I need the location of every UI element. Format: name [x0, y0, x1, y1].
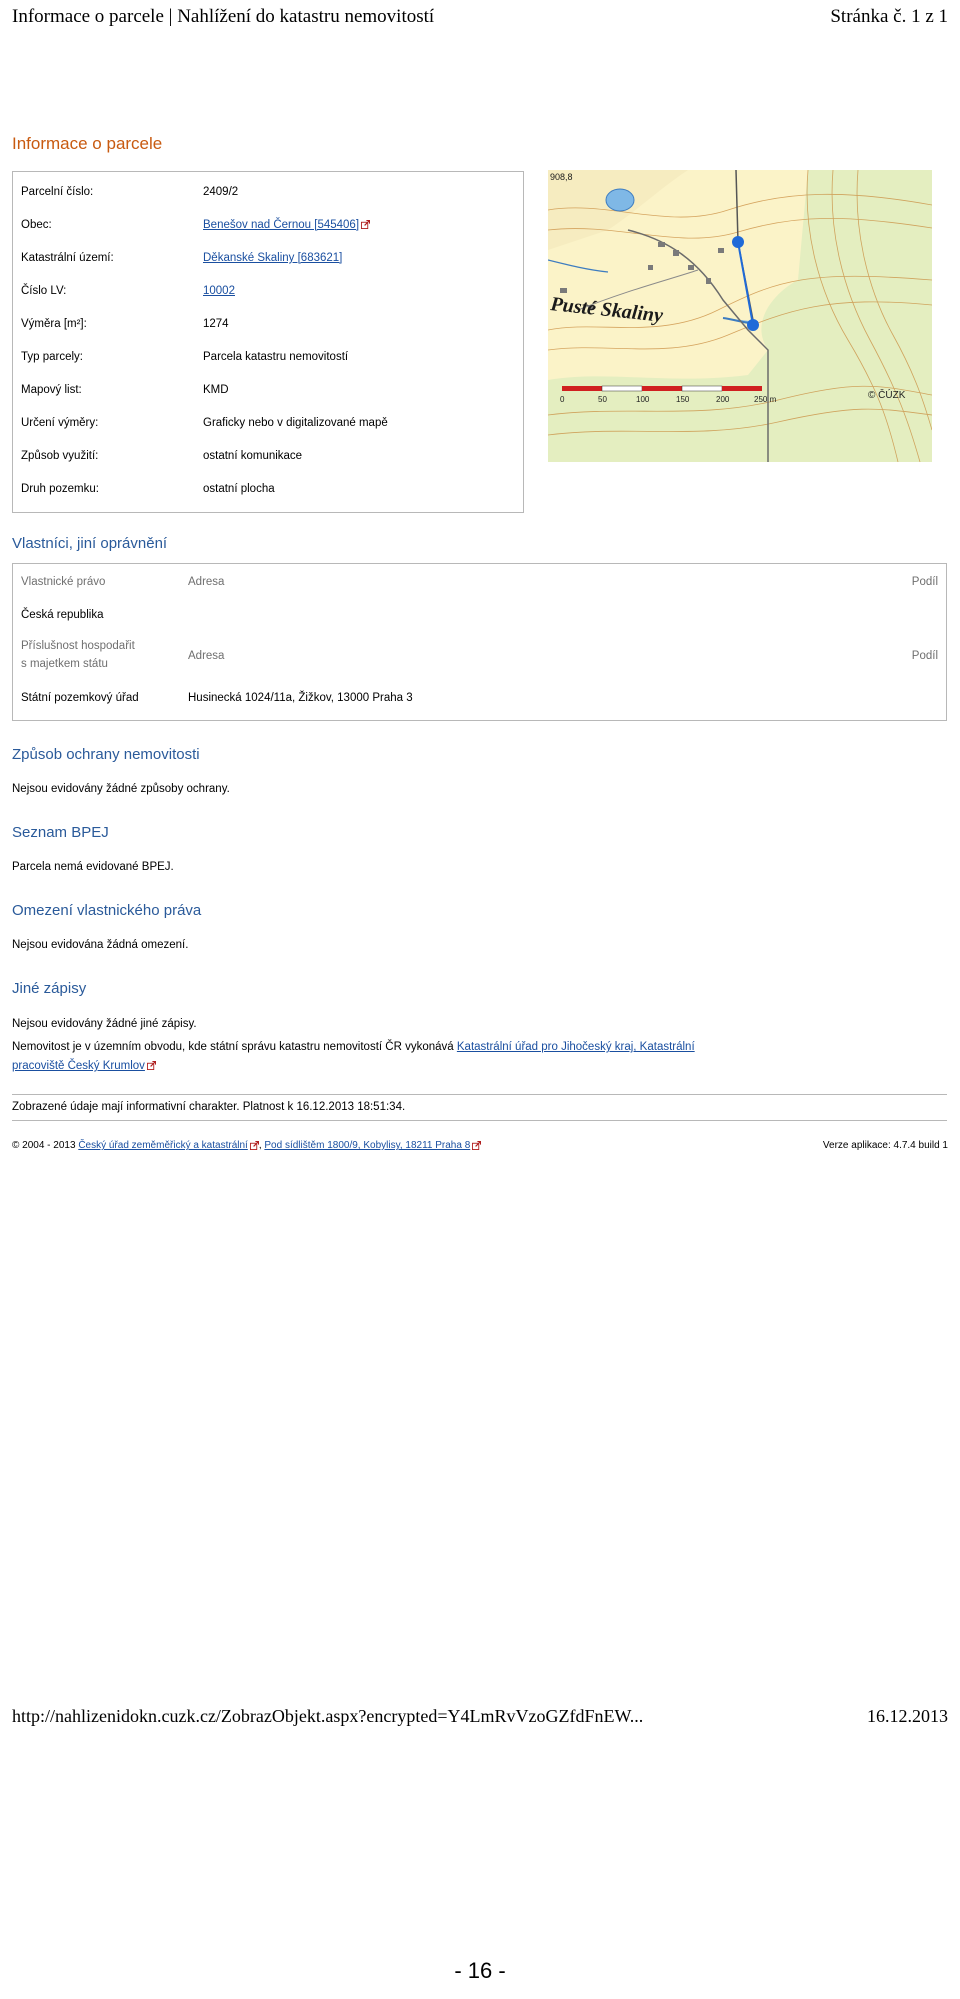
other-records-text: Nejsou evidovány žádné jiné zápisy.	[12, 1018, 197, 1030]
cadastral-area-link[interactable]: Děkanské Skaliny [683621]	[203, 252, 343, 264]
lv-number-link[interactable]: 10002	[203, 285, 235, 297]
owners-col3-header: Podíl	[911, 576, 938, 588]
bpej-text: Parcela nemá evidované BPEJ.	[12, 861, 174, 873]
row-value: Graficky nebo v digitalizované mapě	[203, 417, 388, 429]
external-link-icon	[472, 1141, 481, 1150]
row-label: Katastrální území:	[21, 252, 114, 264]
parcel-map[interactable]	[548, 170, 932, 462]
map-corner-label: 908,8	[550, 172, 573, 182]
owners-heading: Vlastníci, jiní oprávnění	[12, 535, 168, 552]
external-link-icon	[250, 1141, 259, 1150]
row-label: Typ parcely:	[21, 351, 83, 363]
row-label: Určení výměry:	[21, 417, 99, 429]
row-land-type	[21, 483, 515, 505]
mgmt-header-line2: s majetkem státu	[21, 658, 108, 670]
divider	[12, 1094, 947, 1095]
row-area	[21, 318, 515, 340]
external-link-icon	[361, 220, 370, 229]
row-lv-number	[21, 285, 515, 307]
row-value: 2409/2	[203, 186, 239, 198]
protection-heading: Způsob ochrany nemovitosti	[12, 746, 200, 763]
row-municipality	[21, 219, 515, 241]
parcel-info-heading: Informace o parcele	[12, 134, 163, 153]
other-records-heading: Jiné zápisy	[12, 980, 87, 997]
row-label: Mapový list:	[21, 384, 82, 396]
map-image	[548, 170, 932, 462]
print-page-title: Informace o parcele | Nahlížení do katastru nemovitostí	[12, 6, 435, 27]
external-link-icon	[147, 1061, 156, 1070]
row-land-use	[21, 450, 515, 472]
office-link-line1[interactable]: Katastrální úřad pro Jihočeský kraj, Katastrální	[456, 1041, 695, 1053]
parcel-info-table	[12, 171, 524, 513]
office-text-prefix: Nemovitost je v územním obvodu, kde státní správu katastru nemovitostí ČR vykonává	[12, 1041, 454, 1053]
owners-col2-header: Adresa	[188, 576, 225, 588]
protection-text: Nejsou evidovány žádné způsoby ochrany.	[12, 783, 230, 795]
print-footer-url: http://nahlizenidokn.cuzk.cz/ZobrazObjekt.aspx?encrypted=Y4LmRvVzoGZfdFnEW...	[12, 1706, 644, 1726]
owner-name: Česká republika	[21, 609, 104, 621]
address-link[interactable]: Pod sídlištěm 1800/9, Kobylisy, 18211 Praha 8	[264, 1140, 471, 1151]
print-header	[12, 6, 948, 28]
svg-text:150: 150	[676, 395, 690, 404]
row-value: ostatní plocha	[203, 483, 275, 495]
office-text	[12, 1041, 695, 1053]
row-label: Obec:	[21, 219, 52, 231]
restriction-text: Nejsou evidována žádná omezení.	[12, 939, 189, 951]
office-link-line2-wrap	[12, 1060, 156, 1072]
row-label: Parcelní číslo:	[21, 186, 94, 198]
svg-text:100: 100	[636, 395, 650, 404]
copyright-line: © 2004 - 2013 Český úřad zeměměřický a katastrální , Pod sídlištěm 1800/9, Kobylisy, 18211 Praha 8	[12, 1140, 481, 1151]
row-parcel-number	[21, 186, 515, 208]
print-page-indicator: Stránka č. 1 z 1	[830, 6, 948, 27]
row-map-sheet	[21, 384, 515, 406]
row-value: KMD	[203, 384, 229, 396]
mgmt-col3-header: Podíl	[911, 650, 938, 662]
copyright-prefix: © 2004 - 2013	[12, 1140, 76, 1151]
owners-table	[12, 563, 947, 721]
svg-text:50: 50	[598, 395, 607, 404]
restriction-heading: Omezení vlastnického práva	[12, 902, 202, 919]
row-area-method	[21, 417, 515, 439]
office-link-line2[interactable]: pracoviště Český Krumlov	[12, 1060, 145, 1072]
row-label: Číslo LV:	[21, 285, 67, 297]
map-place-label: Pusté Skaliny	[549, 293, 664, 327]
cuzk-link[interactable]: Český úřad zeměměřický a katastrální	[78, 1140, 248, 1151]
row-value: ostatní komunikace	[203, 450, 303, 462]
municipality-link[interactable]: Benešov nad Černou [545406]	[203, 219, 360, 231]
row-label: Způsob využití:	[21, 450, 99, 462]
print-footer-date: 16.12.2013	[867, 1706, 948, 1726]
map-copyright: © ČÚZK	[868, 390, 906, 401]
svg-text:200: 200	[716, 395, 730, 404]
validity-note: Zobrazené údaje mají informativní charakter. Platnost k 16.12.2013 18:51:34.	[12, 1101, 406, 1113]
divider	[12, 1120, 947, 1121]
row-value: 1274	[203, 318, 229, 330]
mgmt-address: Husinecká 1024/11a, Žižkov, 13000 Praha 3	[188, 692, 413, 704]
mgmt-col2-header: Adresa	[188, 650, 225, 662]
mgmt-name: Státní pozemkový úřad	[21, 692, 139, 704]
row-label: Druh pozemku:	[21, 483, 99, 495]
row-cadastral-area	[21, 252, 515, 274]
mgmt-header-line1: Příslušnost hospodařit	[21, 640, 135, 652]
row-label: Výměra [m²]:	[21, 318, 87, 330]
app-version: Verze aplikace: 4.7.4 build 1	[822, 1140, 948, 1151]
row-parcel-type	[21, 351, 515, 373]
bpej-heading: Seznam BPEJ	[12, 824, 109, 841]
svg-text:0: 0	[560, 395, 565, 404]
row-value: Parcela katastru nemovitostí	[203, 351, 349, 363]
owners-col1-header: Vlastnické právo	[21, 576, 106, 588]
document-page-number: - 16 -	[454, 1958, 506, 1983]
svg-text:250 m: 250 m	[754, 395, 777, 404]
